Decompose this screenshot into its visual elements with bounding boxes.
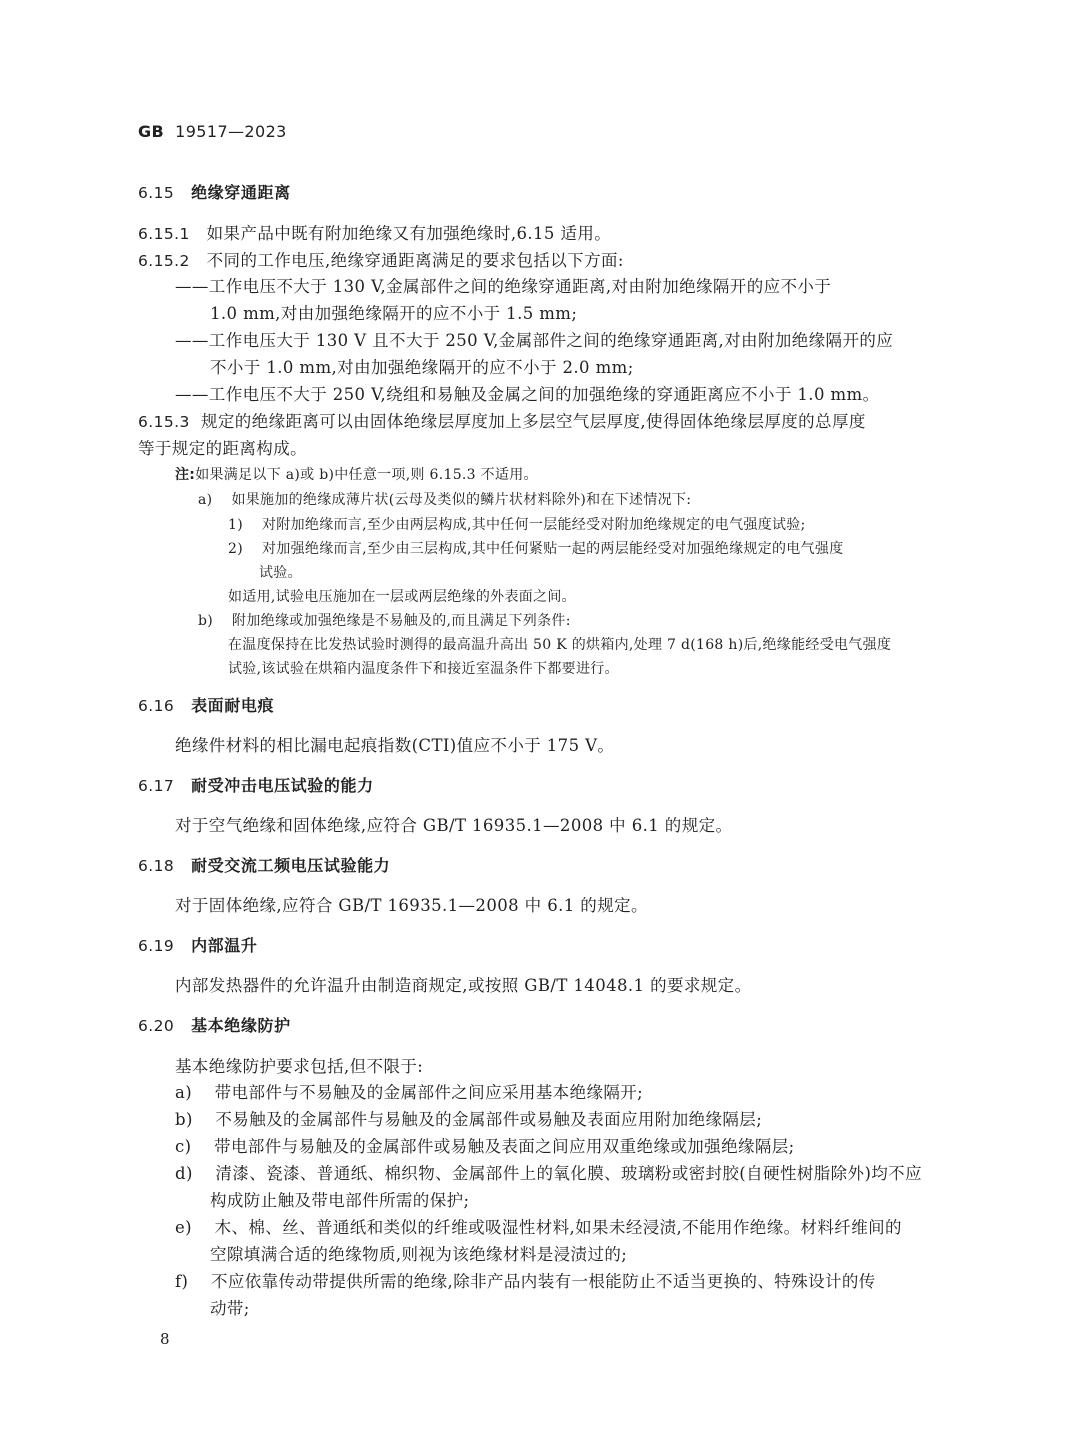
section-6-17-text: 对于空气绝缘和固体绝缘,应符合 GB/T 16935.1—2008 中 6.1 的规定。 bbox=[175, 816, 733, 835]
note-text: 如果满足以下 a)或 b)中任意一项,则 6.15.3 不适用。 bbox=[195, 467, 538, 483]
dash-item-3-line-1: ——工作电压不大于 250 V,绕组和易触及金属之间的加强绝缘的穿通距离应不小于 1.0 mm。 bbox=[175, 385, 880, 404]
list-item-e-line-2: 空隙填满合适的绝缘物质,则视为该绝缘材料是浸渍过的; bbox=[210, 1245, 628, 1264]
list-marker: e) bbox=[175, 1218, 193, 1237]
list-item-a bbox=[175, 1080, 643, 1106]
clause-text: 如果产品中既有附加绝缘又有加强绝缘时,6.15 适用。 bbox=[206, 224, 612, 243]
clause-number: 6.15.1 bbox=[138, 225, 190, 243]
list-text: 如果施加的绝缘成薄片状(云母及类似的鳞片状材料除外)和在下述情况下: bbox=[231, 492, 692, 508]
list-item-b bbox=[175, 1107, 762, 1133]
list-item-f bbox=[175, 1269, 876, 1295]
clause-6-15-3 bbox=[138, 409, 866, 435]
list-marker: 2) bbox=[228, 541, 243, 557]
page-number: 8 bbox=[160, 1330, 170, 1348]
clause-number: 6.15.2 bbox=[138, 252, 190, 270]
section-6-18-heading bbox=[138, 853, 390, 879]
list-text-line-1: 清漆、瓷漆、普通纸、棉织物、金属部件上的氧化膜、玻璃粉或密封胶(自硬性树脂除外)均不应 bbox=[215, 1164, 922, 1183]
standard-number: 19517—2023 bbox=[175, 122, 287, 141]
section-number: 6.17 bbox=[138, 777, 175, 795]
section-6-20-heading bbox=[138, 1013, 291, 1039]
section-number: 6.20 bbox=[138, 1017, 175, 1035]
clause-6-15-2 bbox=[138, 248, 624, 274]
list-marker: b) bbox=[198, 613, 214, 629]
section-title: 耐受交流工频电压试验能力 bbox=[191, 856, 391, 875]
section-number: 6.16 bbox=[138, 697, 175, 715]
list-marker: a) bbox=[198, 492, 213, 508]
list-marker: 1) bbox=[228, 517, 243, 533]
list-text: 带电部件与不易触及的金属部件之间应采用基本绝缘隔开; bbox=[214, 1083, 644, 1102]
section-number: 6.18 bbox=[138, 857, 175, 875]
note bbox=[175, 462, 538, 488]
list-marker: f) bbox=[175, 1272, 189, 1291]
section-6-17-heading bbox=[138, 773, 374, 799]
list-marker: c) bbox=[175, 1137, 192, 1156]
note-item-a-1 bbox=[228, 512, 806, 538]
list-item-d bbox=[175, 1161, 922, 1187]
note-item-a-2 bbox=[228, 536, 844, 562]
section-number: 6.15 bbox=[138, 184, 175, 202]
section-title: 内部温升 bbox=[191, 936, 258, 955]
section-6-16-heading bbox=[138, 693, 274, 719]
note-item-a-2-line-2: 试验。 bbox=[259, 565, 302, 581]
note-item-b-line-3: 试验,该试验在烘箱内温度条件下和接近室温条件下都要进行。 bbox=[228, 661, 619, 677]
note-item-b-line-2: 在温度保持在比发热试验时测得的最高温升高出 50 K 的烘箱内,处理 7 d(168 h)后,绝缘能经受电气强度 bbox=[228, 637, 892, 653]
list-text: 不易触及的金属部件与易触及的金属部件或易触及表面应用附加绝缘隔层; bbox=[215, 1110, 763, 1129]
list-text: 对附加绝缘而言,至少由两层构成,其中任何一层能经受对附加绝缘规定的电气强度试验; bbox=[262, 517, 806, 533]
clause-6-15-1 bbox=[138, 221, 611, 247]
list-text: 带电部件与易触及的金属部件或易触及表面之间应用双重绝缘或加强绝缘隔层; bbox=[214, 1137, 795, 1156]
section-title: 表面耐电痕 bbox=[191, 696, 275, 715]
list-text-line-1: 木、棉、丝、普通纸和类似的纤维或吸湿性材料,如果未经浸渍,不能用作绝缘。材料纤维间的 bbox=[214, 1218, 902, 1237]
list-text-line-1: 对加强绝缘而言,至少由三层构成,其中任何紧贴一起的两层能经受对加强绝缘规定的电气强度 bbox=[262, 541, 844, 557]
list-item-c bbox=[175, 1134, 795, 1160]
clause-6-15-3-line-2: 等于规定的距离构成。 bbox=[138, 439, 307, 458]
page-header bbox=[138, 119, 287, 145]
list-item-d-line-2: 构成防止触及带电部件所需的保护; bbox=[210, 1191, 470, 1210]
clause-text: 不同的工作电压,绝缘穿通距离满足的要求包括以下方面: bbox=[206, 251, 624, 270]
section-6-19-text: 内部发热器件的允许温升由制造商规定,或按照 GB/T 14048.1 的要求规定。 bbox=[175, 976, 752, 995]
standard-prefix: GB bbox=[138, 122, 165, 141]
dash-item-2-line-1: ——工作电压大于 130 V 且不大于 250 V,金属部件之间的绝缘穿通距离,对由附加绝缘隔开的应 bbox=[175, 331, 894, 350]
dash-item-1-line-1: ——工作电压不大于 130 V,金属部件之间的绝缘穿通距离,对由附加绝缘隔开的应不小于 bbox=[175, 277, 832, 296]
note-item-a bbox=[198, 487, 691, 513]
clause-number: 6.15.3 bbox=[138, 413, 190, 431]
list-item-f-line-2: 动带; bbox=[210, 1299, 250, 1318]
section-6-20-intro: 基本绝缘防护要求包括,但不限于: bbox=[175, 1057, 424, 1076]
section-6-16-text: 绝缘件材料的相比漏电起痕指数(CTI)值应不小于 175 V。 bbox=[175, 736, 615, 755]
dash-item-2-line-2: 不小于 1.0 mm,对由加强绝缘隔开的应不小于 2.0 mm; bbox=[210, 358, 634, 377]
list-item-e bbox=[175, 1215, 902, 1241]
section-number: 6.19 bbox=[138, 937, 175, 955]
section-6-19-heading bbox=[138, 933, 257, 959]
note-label: 注: bbox=[175, 467, 196, 483]
section-title: 基本绝缘防护 bbox=[191, 1016, 291, 1035]
list-marker: b) bbox=[175, 1110, 193, 1129]
note-item-a-after: 如适用,试验电压施加在一层或两层绝缘的外表面之间。 bbox=[228, 589, 576, 605]
section-6-15-heading bbox=[138, 180, 291, 206]
list-text-line-1: 不应依靠传动带提供所需的绝缘,除非产品内装有一根能防止不适当更换的、特殊设计的传 bbox=[210, 1272, 876, 1291]
section-title: 耐受冲击电压试验的能力 bbox=[191, 776, 374, 795]
section-title: 绝缘穿通距离 bbox=[191, 183, 291, 202]
note-item-b bbox=[198, 608, 571, 634]
clause-text-line-1: 规定的绝缘距离可以由固体绝缘层厚度加上多层空气层厚度,使得固体绝缘层厚度的总厚度 bbox=[201, 412, 866, 431]
list-marker: a) bbox=[175, 1083, 193, 1102]
section-6-18-text: 对于固体绝缘,应符合 GB/T 16935.1—2008 中 6.1 的规定。 bbox=[175, 896, 648, 915]
dash-item-1-line-2: 1.0 mm,对由加强绝缘隔开的应不小于 1.5 mm; bbox=[210, 304, 578, 323]
list-marker: d) bbox=[175, 1164, 193, 1183]
list-text: 附加绝缘或加强绝缘是不易触及的,而且满足下列条件: bbox=[232, 613, 571, 629]
